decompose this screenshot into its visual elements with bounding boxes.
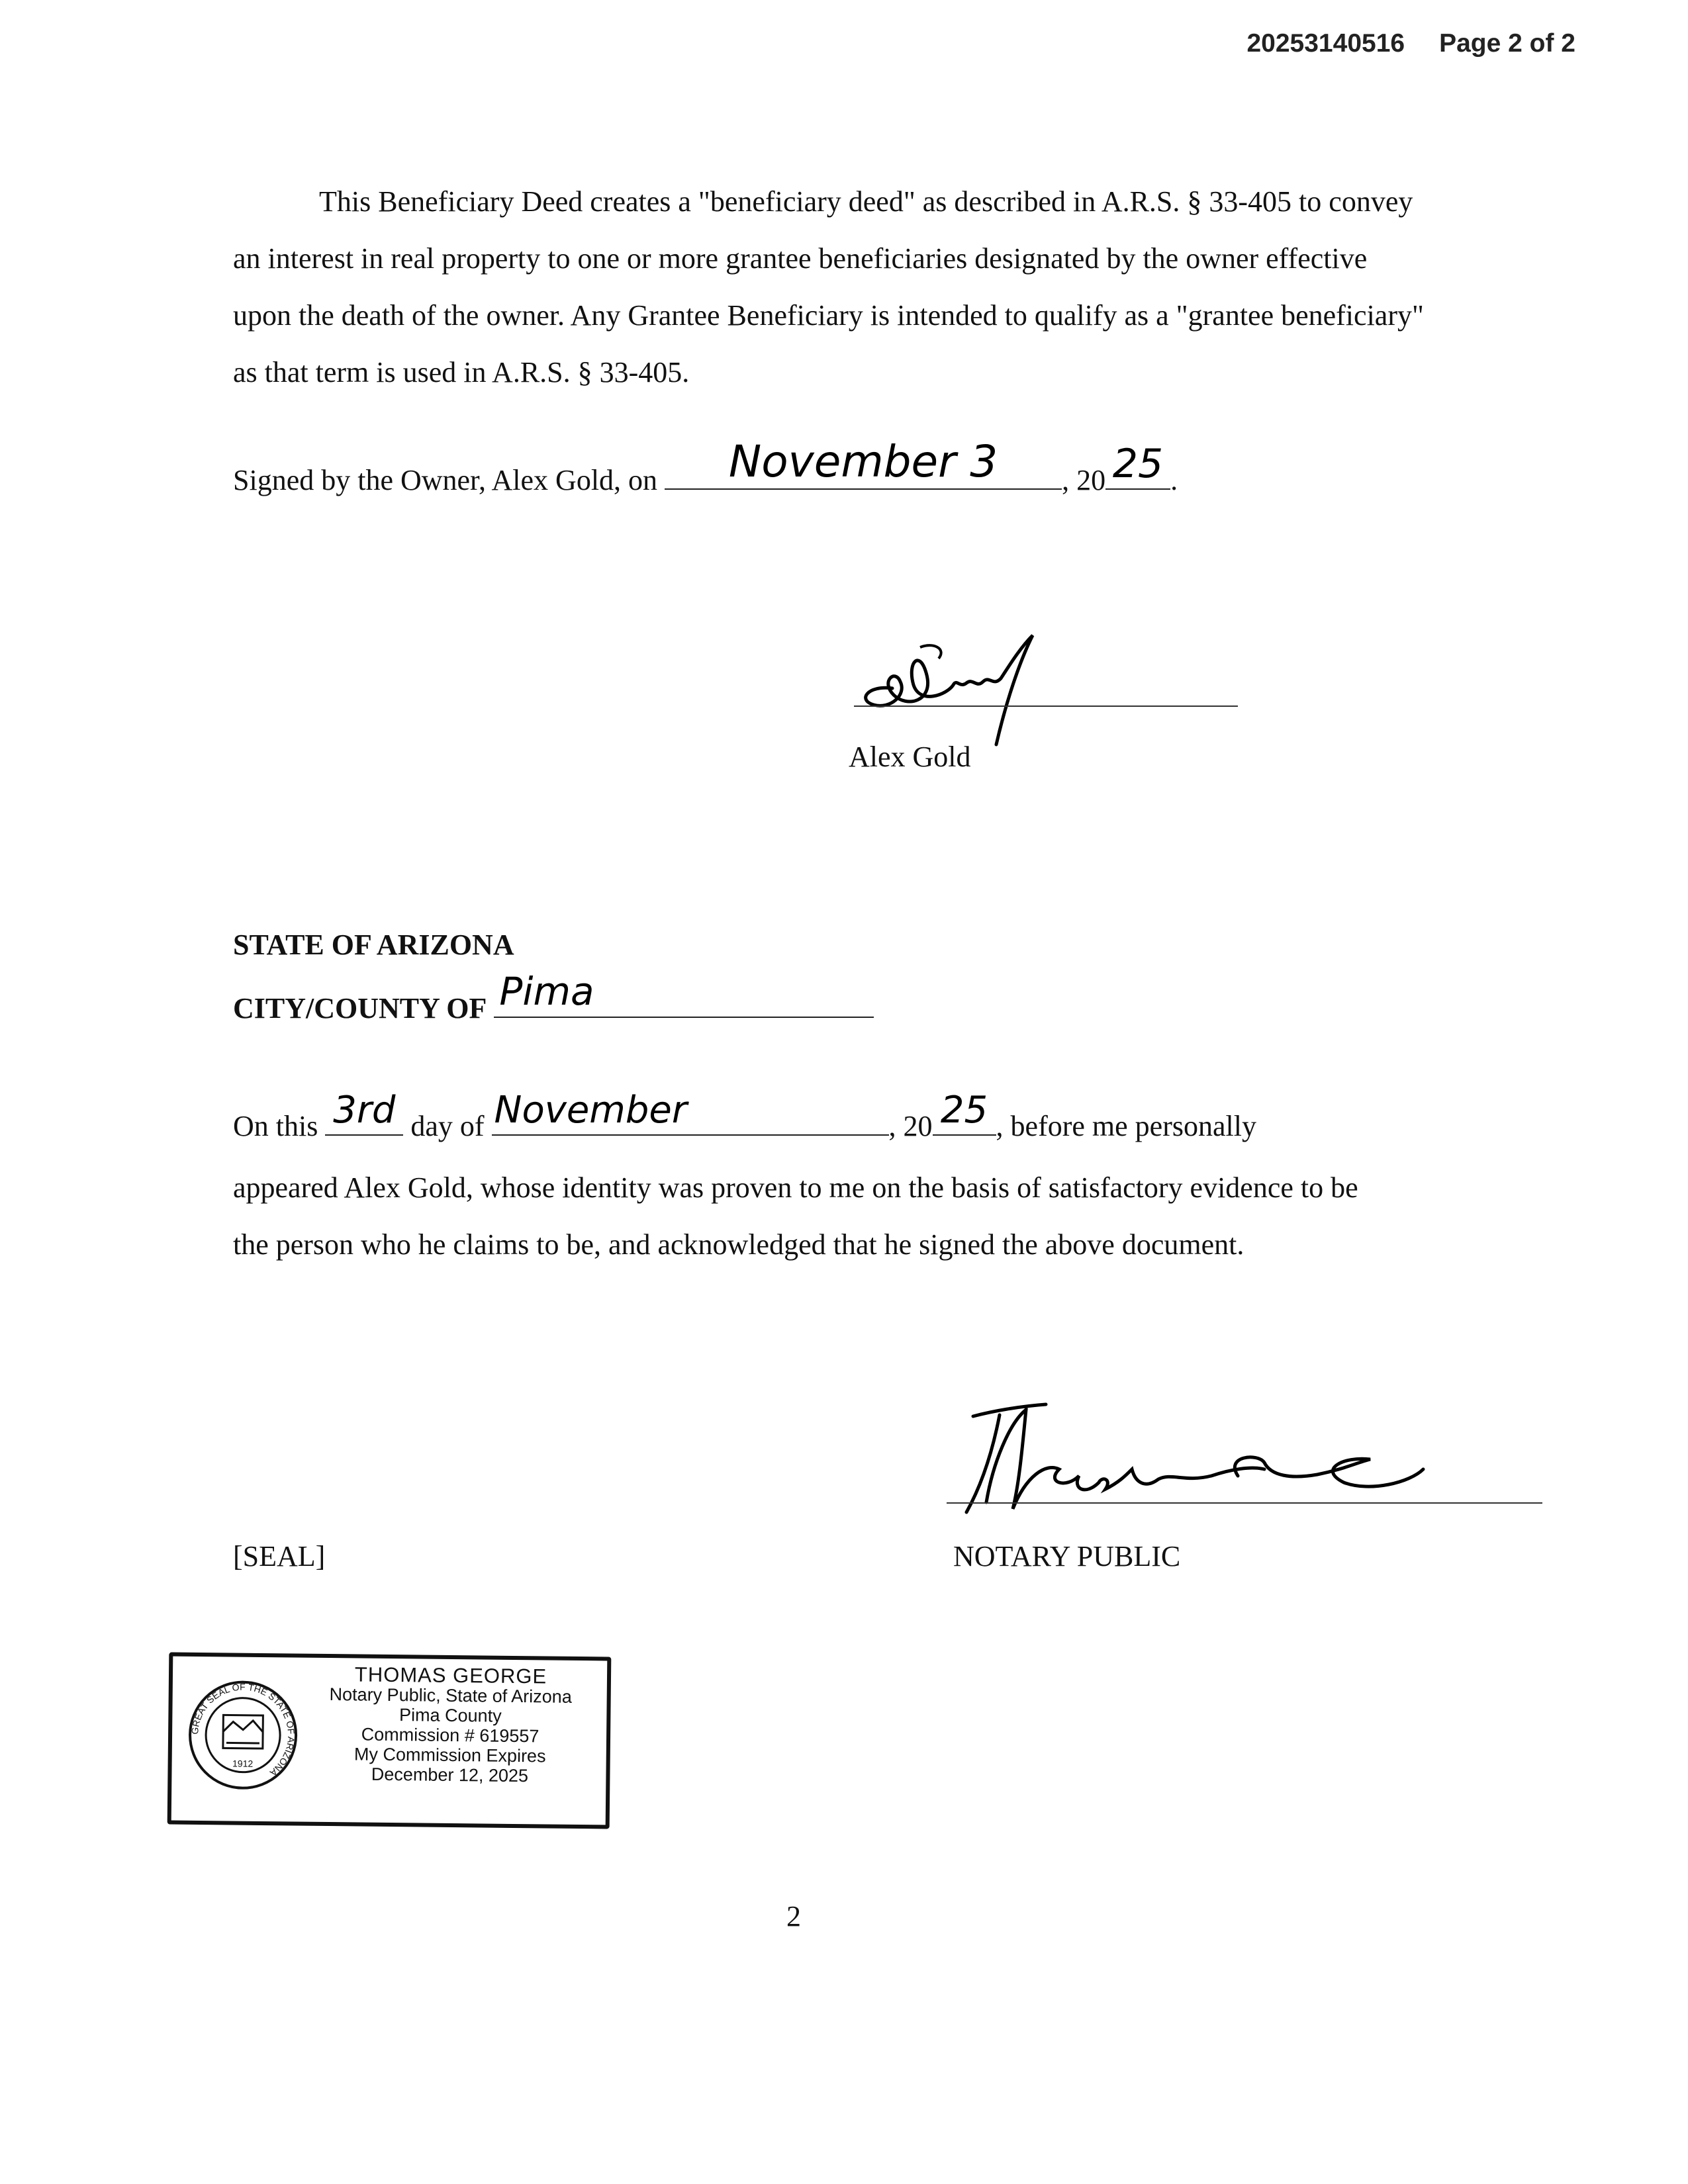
signed-year-prefix: , 20: [1062, 464, 1106, 496]
signed-year-blank: [1105, 441, 1170, 490]
ack-on-this: On this: [233, 1110, 318, 1142]
venue-county-handwritten: Pima: [499, 969, 594, 1014]
ack-year-blank: [933, 1089, 996, 1136]
ack-after-year: , before me personally: [996, 1110, 1256, 1142]
intro-paragraph: [233, 173, 1425, 401]
page-header: [1246, 29, 1575, 58]
page-number: 2: [786, 1900, 801, 1933]
ack-year-handwritten: 25: [940, 1089, 988, 1132]
venue-county-label: CITY/COUNTY OF: [233, 992, 487, 1024]
venue-county-line: [233, 969, 874, 1025]
notary-public-label: NOTARY PUBLIC: [953, 1540, 1181, 1572]
ack-body: appeared Alex Gold, whose identity was proven to me on the basis of satisfactory evidence to be the person who he claims to be, and acknowledged that he signed the above document.: [233, 1171, 1358, 1261]
ack-year-prefix: , 20: [888, 1110, 933, 1142]
stamp-commission: Commission # 619557: [361, 1724, 539, 1747]
stamp-text: [297, 1664, 603, 1787]
ack-day-of: day of: [410, 1110, 485, 1142]
owner-signature: [854, 622, 1079, 754]
arizona-seal-icon: [186, 1668, 300, 1802]
ack-month-blank: [492, 1089, 889, 1136]
ack-day-handwritten: 3rd: [333, 1089, 396, 1132]
document-number: 20253140516: [1246, 29, 1405, 58]
seal-year: 1912: [232, 1758, 254, 1769]
stamp-county: Pima County: [399, 1705, 502, 1726]
stamp-expires-label: My Commission Expires: [353, 1744, 546, 1766]
signed-date-blank: [665, 436, 1062, 490]
stamp-notary-title: Notary Public, State of Arizona: [329, 1684, 572, 1707]
signed-prefix: Signed by the Owner, Alex Gold, on: [233, 464, 658, 496]
notary-stamp: [167, 1653, 612, 1829]
notary-signature-line: [947, 1502, 1542, 1504]
intro-text: This Beneficiary Deed creates a "beneficiary deed" as described in A.R.S. § 33-405 to convey an interest in real property to one or more grantee beneficiaries designated by the owner effective upon the death of the owner. Any Grantee Beneficiary is intended to qualify as a "grantee beneficiary" as that term is used in A.R.S. § 33-405.: [233, 185, 1424, 388]
seal-ring-text: GREAT SEAL OF THE STATE OF ARIZONA: [189, 1681, 297, 1779]
page-indicator: Page 2 of 2: [1439, 29, 1575, 58]
stamp-expires-date: December 12, 2025: [371, 1764, 529, 1786]
signed-year-handwritten: 25: [1112, 441, 1164, 487]
owner-name: Alex Gold: [849, 741, 971, 773]
ack-day-blank: [325, 1089, 403, 1136]
owner-signature-line: [854, 705, 1238, 707]
venue-state: STATE OF ARIZONA: [233, 929, 514, 961]
seal-label: [SEAL]: [233, 1540, 326, 1572]
ack-first-line: [233, 1089, 1256, 1143]
signed-suffix: .: [1170, 464, 1178, 496]
ack-month-handwritten: November: [494, 1089, 687, 1132]
stamp-notary-name: THOMAS GEORGE: [354, 1662, 547, 1688]
signed-date-handwritten: November 3: [728, 436, 998, 487]
venue-county-blank: [494, 969, 874, 1018]
signed-line: [233, 436, 1178, 497]
